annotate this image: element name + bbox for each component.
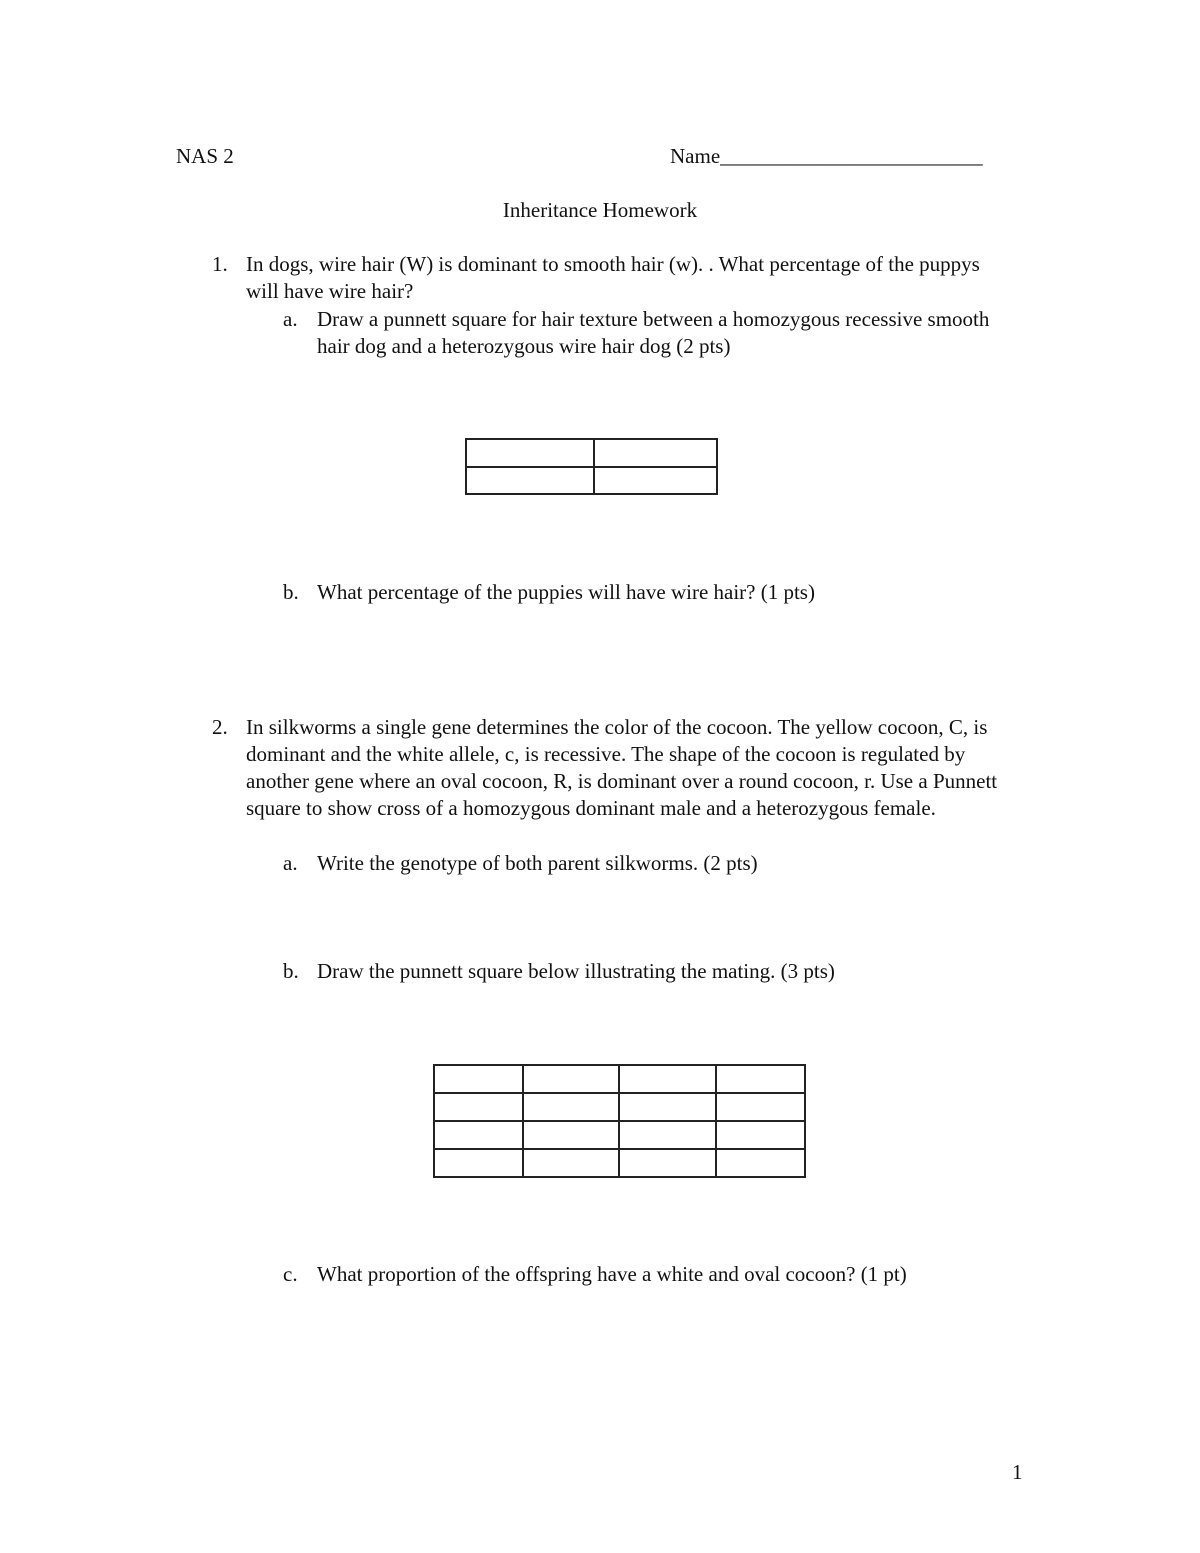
name-blank: _________________________ [720, 144, 983, 168]
grid-cell[interactable] [716, 1121, 805, 1149]
grid-cell[interactable] [434, 1093, 523, 1121]
question-2b-letter: b. [283, 959, 299, 983]
name-label: Name [670, 144, 721, 168]
grid-row [434, 1093, 805, 1121]
grid-cell[interactable] [523, 1149, 619, 1177]
question-2-text: In silkworms a single gene determines the color of the cocoon. The yellow cocoon, C, is dominant and the white allele, c, is recessive. The shape of the cocoon is regulated by another gene where an oval cocoon, R, is dominant over a round cocoon, r. Use a Punnett square to show cross of a homozygous dominant male and a heterozygous female. [246, 715, 998, 820]
question-2b-text: Draw the punnett square below illustrating the mating. (3 pts) [317, 959, 835, 983]
question-2-number: 2. [212, 715, 228, 739]
question-1b-text: What percentage of the puppies will have wire hair? (1 pts) [317, 580, 815, 604]
punnett-square-1[interactable] [465, 438, 718, 495]
page-number: 1 [1012, 1460, 1023, 1484]
grid-cell[interactable] [594, 439, 717, 467]
grid-cell[interactable] [716, 1093, 805, 1121]
grid-cell[interactable] [523, 1121, 619, 1149]
question-2a-text: Write the genotype of both parent silkworms. (2 pts) [317, 851, 758, 875]
grid-cell[interactable] [619, 1065, 716, 1093]
grid-row [434, 1065, 805, 1093]
grid-cell[interactable] [716, 1149, 805, 1177]
question-1-number: 1. [212, 252, 228, 276]
grid-cell[interactable] [434, 1065, 523, 1093]
grid-row [466, 467, 717, 494]
question-1a-letter: a. [283, 307, 298, 331]
grid-cell[interactable] [434, 1149, 523, 1177]
grid-cell[interactable] [594, 467, 717, 494]
grid-cell[interactable] [466, 467, 594, 494]
grid-cell[interactable] [523, 1093, 619, 1121]
grid-cell[interactable] [619, 1121, 716, 1149]
question-2c-letter: c. [283, 1262, 298, 1286]
grid-row [434, 1149, 805, 1177]
grid-cell[interactable] [434, 1121, 523, 1149]
question-2c-text: What proportion of the offspring have a white and oval cocoon? (1 pt) [317, 1262, 907, 1286]
question-1-text: In dogs, wire hair (W) is dominant to smooth hair (w). . What percentage of the puppys will have wire hair? [246, 252, 980, 303]
grid-cell[interactable] [523, 1065, 619, 1093]
grid-cell[interactable] [619, 1093, 716, 1121]
grid-cell[interactable] [619, 1149, 716, 1177]
punnett-square-2[interactable] [433, 1064, 806, 1178]
grid-cell[interactable] [466, 439, 594, 467]
question-1a-text: Draw a punnett square for hair texture between a homozygous recessive smooth hair dog and a heterozygous wire hair dog (2 pts) [317, 307, 990, 358]
course-label: NAS 2 [176, 144, 234, 168]
grid-cell[interactable] [716, 1065, 805, 1093]
name-field[interactable] [670, 143, 983, 170]
grid-row [434, 1121, 805, 1149]
question-2a-letter: a. [283, 851, 298, 875]
question-1b-letter: b. [283, 580, 299, 604]
worksheet-title: Inheritance Homework [502, 198, 698, 222]
grid-row [466, 439, 717, 467]
